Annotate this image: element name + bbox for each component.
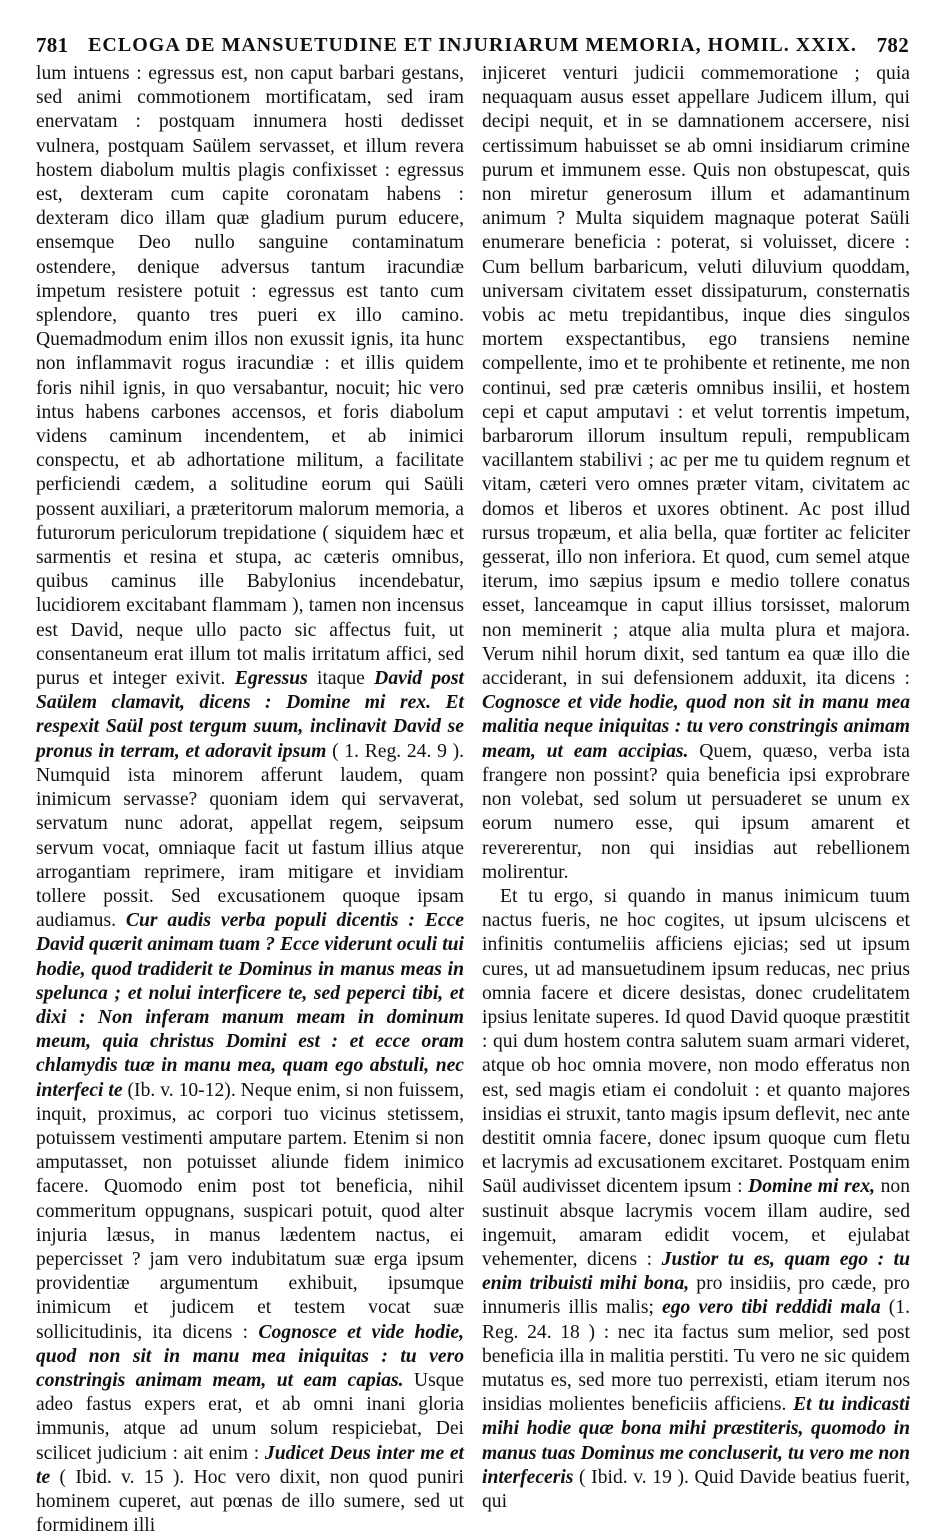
- scripture-quote: Et tu indicasti mihi hodie quæ bona mihi præstiteris, quomodo in manus tuas Dominus me concluserit, tu vero me non interfeceris: [482, 1394, 910, 1488]
- text-run: ( Ibid. v. 15 ). Hoc vero dixit, non quod puniri hominem cuperet, aut pœnas de illo sumere, sed ut formidinem illi: [36, 1466, 464, 1537]
- running-title: ECLOGA DE MANSUETUDINE ET INJURIARUM MEMORIA, HOMIL. XXIX.: [88, 33, 857, 56]
- text-run: non sustinuit absque lacrymis vocem illam audire, sed ingemuit, amaram edidit vocem, et ejulabat vehementer, dicens :: [482, 1176, 910, 1270]
- text-run: Quem, quæso, verba ista frangere non possint? quia beneficia ipsi exprobrare non volebat, sed solum ut persuaderet se unum ex eorum numero esse, qui ipsum amarent et revererentur, non qui insidias aut rebellionem molirentur.: [482, 740, 910, 883]
- text-run: pro insidiis, pro cæde, pro innumeris illis malis;: [482, 1273, 910, 1319]
- scripture-quote: Cur audis verba populi dicentis : Ecce David quærit animam tuam ? Ecce viderunt oculi tui hodie, quod tradiderit te Dominus in manus meas in spelunca ; et nolui interficere te, sed peperci tibi, et dixi : Non inferam manum meam in dominum meum, quia christus Domini est : et ecce oram chlamydis tuæ in manu mea, quam ego abstuli, nec interfeci te: [36, 910, 465, 1101]
- text-run: (1. Reg. 24. 18 ) : nec ita factus sum melior, sed post beneficia illa in malitia perstiti. Tu vero ne sic quidem mutatus es, sed more tuo perrexisti, etiam iterum nos insidias molientes beneficiis afficiens.: [482, 1297, 910, 1416]
- left-text-column: [36, 62, 464, 1538]
- scripture-quote: Cognosce et vide hodie, quod non sit in manu mea malitia neque iniquitas : tu vero constringis animam meam, ut eam accipias.: [482, 692, 910, 762]
- scripture-quote: Judicet Deus inter me et te: [36, 1442, 464, 1488]
- page-header: [36, 30, 909, 60]
- paragraph: [482, 62, 910, 885]
- text-run: ( 1. Reg. 24. 9 ). Numquid ista minorem afferunt laudem, quam inimicum servasse? quoniam idem qui servaverat, servatum nunc adorat, appellat regem, seipsum servum vocat, omniaque facit ut fastum illius atque arrogantiam reprimere, iram mitigare et invidiam tollere possit. Sed excusationem quoque ipsam audiamus.: [36, 740, 464, 932]
- right-text-column: [482, 62, 910, 1514]
- page-number-left: 781: [36, 32, 69, 57]
- text-run: ( Ibid. v. 19 ). Quid Davide beatius fuerit, qui: [482, 1466, 910, 1512]
- text-run: Et tu ergo, si quando in manus inimicum tuum nactus fueris, ne hoc cogites, ut ipsum ulciscens et infinitis contumeliis afficiens ejicias; sed ut ipsum cures, ut ad mansuetudinem ipsum reducas, nec prius omnia facere et dicere desistas, donec crudelitatem ipsius lenitate superes. Id quod David quoque præstitit : qui dum hostem contra salutem suam armari videret, atque ob hoc omnia movere, non modo efferatus non est, sed magis etiam ei condoluit : et quanto majores insidias ei struxit, tanto magis ipsum deflevit, nec ante destitit omnia facere, donec ipsum quoque cum fletu et lacrymis ad excusationem excitaret. Postquam enim Saül audivisset dicentem ipsum :: [482, 885, 910, 1198]
- paragraph: [36, 62, 464, 1538]
- paragraph: [482, 885, 910, 1514]
- text-run: itaque: [307, 668, 375, 690]
- scripture-quote: Egressus: [234, 668, 308, 690]
- text-run: injiceret venturi judicii commemoratione ; quia nequaquam ausus esset appellare Judicem illum, qui decipi nequit, et in se damnationem accersere, nisi certissimum habuisset se ab omni insidiarum crimine purum et immunem esse. Quis non obstupescat, quis non miretur generosum illum et adamantinum animum ? Multa siquidem magnaque poterat Saüli enumerare beneficia : poterat, si voluisset, dicere : Cum bellum barbaricum, veluti diluvium quoddam, universam civitatem esset dissipaturum, consternatis vobis ac metu trepidantibus, inque dies singulos mortem exspectantibus, ego transiens nemine compellente, imo et te prohibente et retinente, me non continui, sed præ cæteris omnibus insilii, et hostem cepi et caput amputavi : et velut torrentis impetum, barbarorum illorum insultum repuli, rempublicam vacillantem stabilivi ; ac per me tu quidem regnum et vitam, cæteri vero omnes præter vitam, civitatem ac domos et liberos et uxores obtinent. Ac post illud rursus tropæum, et alia bella, quæ fortiter ac feliciter gesserat, illo non inferiora. Et quod, cum semel atque iterum, imo sæpius ipsum e medio tollere conatus esset, lanceamque in caput illius torsisset, malorum non meminerit ; atque alia multa plura et majora. Verum nihil horum dixit, sed tantum ea quæ illo die acciderant, in sui defensionem adduxit, ita dicens :: [482, 63, 910, 690]
- scripture-quote: ego vero tibi reddidi mala: [662, 1297, 881, 1319]
- page-number-right: 782: [876, 32, 909, 57]
- text-run: lum intuens : egressus est, non caput barbari gestans, sed animi commotionem mortificatam, sed iram enervatam : postquam innumera hosti dedisset vulnera, postquam Saülem servasset, et illum revera hostem diabolum multis plagis confixisset : egressus est, dexteram cum capite coronatam habens : dexteram dico illam quæ gladium purum educere, ensemque Deo nullo sanguine contaminatum ostendere, denique adversus tantum iracundiæ impetum resistere potuit : egressus est tanto cum splendore, quanto tres pueri ex illo camino. Quemadmodum enim illos non exussit ignis, ita hunc non inflammavit rogus iracundiæ : et illis quidem foris nihil ignis, in quo versabantur, nocuit; hic vero intus habens carbones accensos, et foris diabolum videns caminum incendentem, et ab inimici conspectu, et ab adhortatione militum, a facilitate perficiendi cædem, a solitudine eorum qui Saüli possent auxiliari, a præteritorum malorum memoria, a futurorum periculorum trepidatione ( siquidem hæc et sarmentis et resina et stupa, ac cæteris omnibus, quibus caminus ille Babylonius incendebatur, lucidiorem excitabant flammam ), tamen non incensus est David, neque ullo pacto sic affectus fuit, ut consentaneum erat illum tot malis irritatum affici, sed purus et integer exivit.: [36, 63, 464, 690]
- scripture-quote: Justior tu es, quam ego : tu enim tribuisti mihi bona,: [482, 1248, 910, 1295]
- scripture-quote: Domine mi rex,: [748, 1176, 876, 1198]
- text-run: (Ib. v. 10-12). Neque enim, si non fuissem, inquit, proximus, ac corpori tuo vicinus stetissem, potuissem vestimenti amputare partem. Etenim si non amputasset, non potuisset aliunde fidem inimico facere. Quomodo enim post tot beneficia, nihil commeritum oppugnans, suspicari potuit, quod alter injuria læsus, in manus lædentem nactus, ei pepercisset ? jam vero indubitatum suæ erga ipsum providentiæ argumentum exhibuit, ipsumque inimicum et judicem et testem vocat suæ sollicitudinis, ita dicens :: [36, 1079, 464, 1343]
- scripture-quote: David post Saülem clamavit, dicens : Domine mi rex. Et respexit Saül post tergum suum, inclinavit David se pronus in terram, et adoravit ipsum: [36, 668, 465, 762]
- scripture-quote: Cognosce et vide hodie, quod non sit in manu mea iniquitas : tu vero constringis animam meam, ut eam capias.: [36, 1321, 464, 1391]
- text-run: Usque adeo fastus expers erat, et ab omni inani gloria immunis, atque ad unum solum respiciebat, Dei scilicet judicium : ait enim :: [36, 1369, 464, 1464]
